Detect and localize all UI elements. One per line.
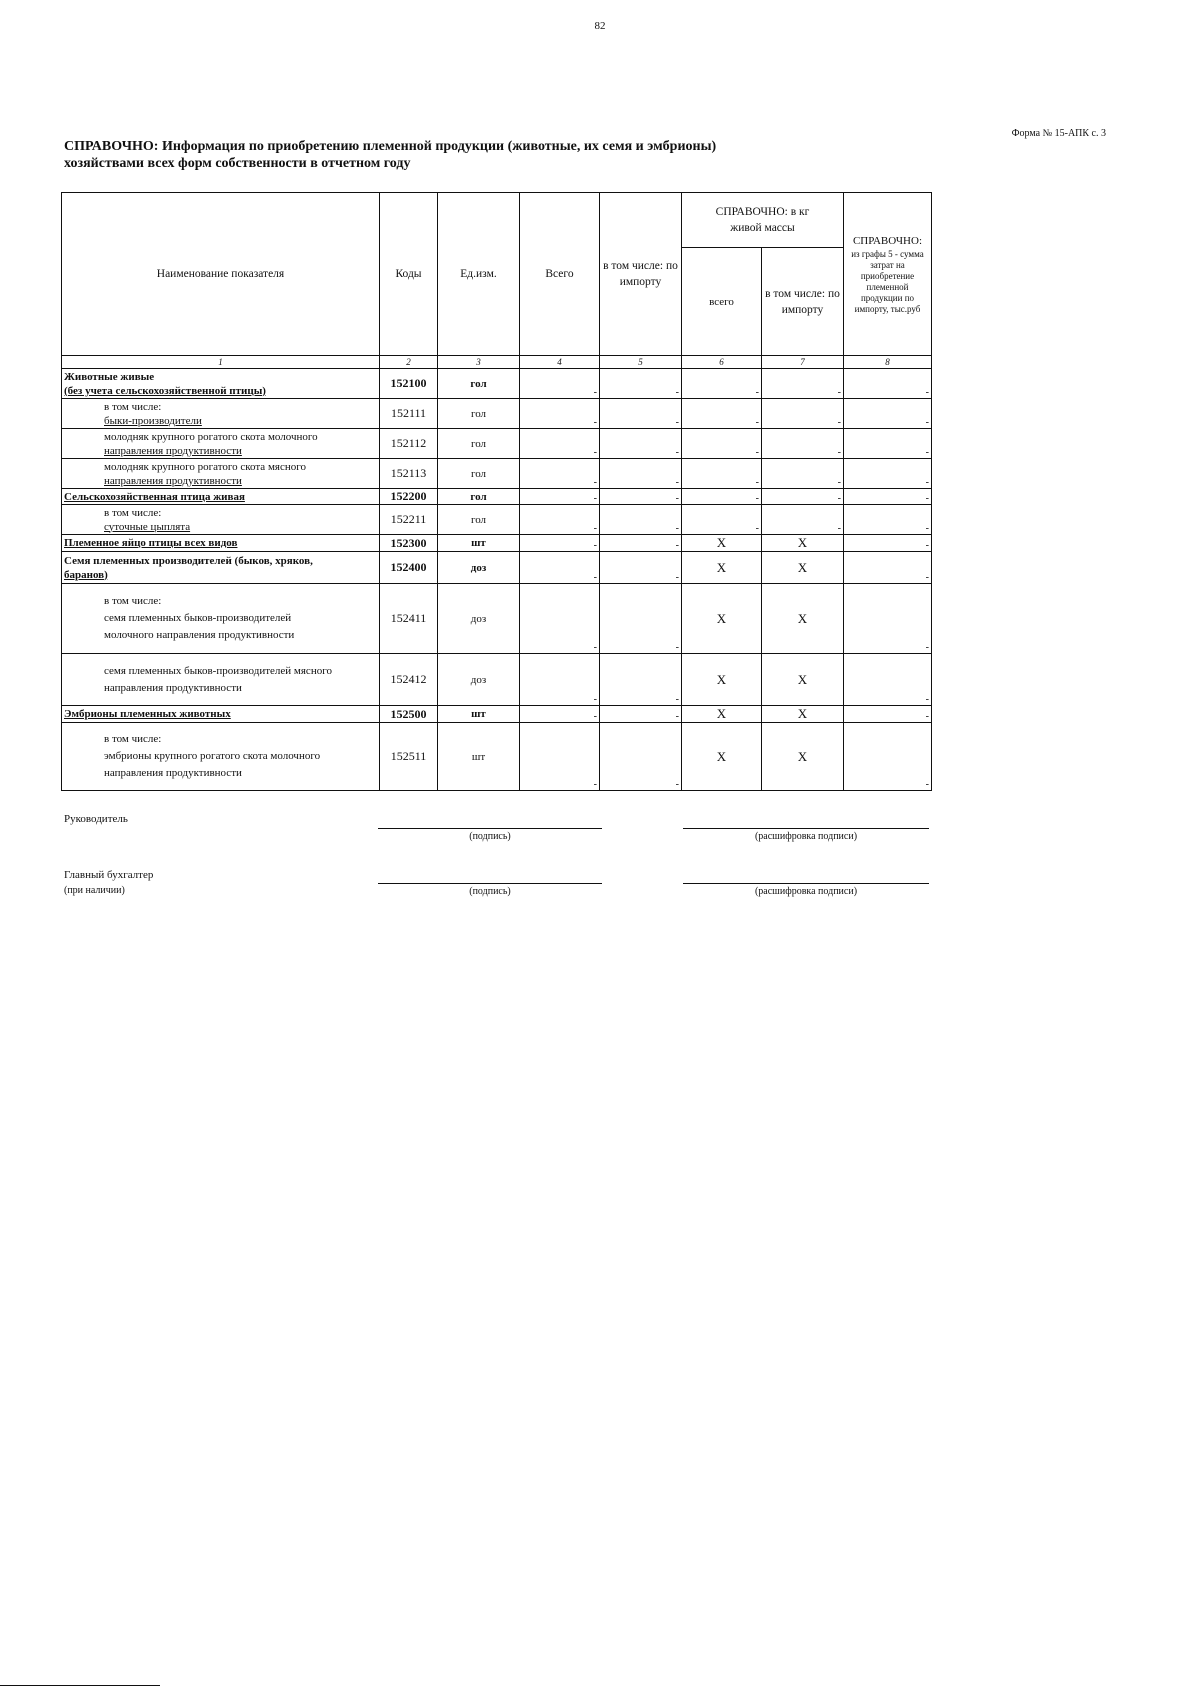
- row-code: 152111: [380, 399, 438, 429]
- value-cell: -: [520, 654, 600, 706]
- row-name: [62, 369, 380, 399]
- row-name-line: направления продуктивности: [104, 474, 242, 487]
- value-cell: -: [844, 552, 932, 584]
- header-unit: Ед.изм.: [438, 193, 520, 356]
- x-mark-cell: X: [682, 552, 762, 584]
- bottom-rule: [0, 1685, 160, 1686]
- document-title: [64, 138, 716, 172]
- row-unit: гол: [438, 489, 520, 505]
- row-name-line: быки-производители: [104, 414, 202, 427]
- col-number: 7: [762, 356, 844, 369]
- header-live-import: в том числе: по импорту: [762, 248, 844, 356]
- table-row: [62, 505, 932, 535]
- value-cell: -: [844, 429, 932, 459]
- table-row: [62, 459, 932, 489]
- table-row: [62, 552, 932, 584]
- row-name: [62, 399, 380, 429]
- row-code: 152412: [380, 654, 438, 706]
- x-mark-cell: X: [682, 706, 762, 723]
- value-cell: -: [600, 459, 682, 489]
- x-mark-cell: X: [682, 654, 762, 706]
- header-costs-title: СПРАВОЧНО:: [852, 234, 923, 247]
- x-mark-cell: X: [682, 584, 762, 654]
- header-codes: Коды: [380, 193, 438, 356]
- head-signature-caption: (подпись): [469, 831, 511, 842]
- table-row: [62, 489, 932, 505]
- row-unit: гол: [438, 505, 520, 535]
- accountant-label: Главный бухгалтер: [64, 869, 154, 881]
- x-mark-cell: X: [762, 552, 844, 584]
- title-line-1: СПРАВОЧНО: Информация по приобретению племенной продукции (животные, их семя и эмбрионы): [64, 139, 717, 154]
- value-cell: -: [600, 552, 682, 584]
- table-row: [62, 654, 932, 706]
- value-cell: -: [600, 584, 682, 654]
- value-cell: -: [520, 429, 600, 459]
- value-cell: -: [600, 706, 682, 723]
- value-cell: -: [600, 535, 682, 552]
- head-decoding-caption: (расшифровка подписи): [754, 831, 858, 842]
- header-import: в том числе: по импорту: [600, 193, 682, 356]
- value-cell: -: [600, 505, 682, 535]
- value-cell: -: [600, 369, 682, 399]
- row-name-line: в том числе:: [104, 595, 162, 607]
- x-mark-cell: X: [682, 535, 762, 552]
- x-mark-cell: X: [762, 535, 844, 552]
- value-cell: -: [844, 535, 932, 552]
- value-cell: -: [682, 399, 762, 429]
- value-cell: -: [844, 369, 932, 399]
- value-cell: -: [520, 459, 600, 489]
- value-cell: -: [762, 429, 844, 459]
- value-cell: -: [600, 399, 682, 429]
- value-cell: -: [520, 489, 600, 505]
- value-cell: -: [844, 399, 932, 429]
- value-cell: -: [844, 459, 932, 489]
- accountant-decoding-line: [683, 883, 929, 884]
- x-mark-cell: X: [682, 723, 762, 791]
- row-name-line: суточные цыплята: [104, 520, 191, 533]
- col-number: 5: [600, 356, 682, 369]
- row-unit: доз: [438, 584, 520, 654]
- value-cell: -: [762, 369, 844, 399]
- header-live-weight-group: СПРАВОЧНО: в кг живой массы: [682, 193, 844, 248]
- accountant-signature-line: [378, 883, 602, 884]
- row-name-line: в том числе:: [104, 400, 162, 413]
- value-cell: -: [844, 489, 932, 505]
- row-code: 152511: [380, 723, 438, 791]
- value-cell: -: [600, 489, 682, 505]
- row-name: [62, 654, 380, 706]
- col-number: 8: [844, 356, 932, 369]
- row-code: 152211: [380, 505, 438, 535]
- row-unit: гол: [438, 369, 520, 399]
- value-cell: -: [762, 459, 844, 489]
- x-mark-cell: X: [762, 706, 844, 723]
- header-row-1: [62, 193, 932, 248]
- row-unit: гол: [438, 459, 520, 489]
- value-cell: -: [520, 369, 600, 399]
- row-name-line: эмбрионы крупного рогатого скота молочного: [104, 750, 321, 762]
- value-cell: -: [520, 399, 600, 429]
- row-unit: доз: [438, 552, 520, 584]
- header-name: Наименование показателя: [62, 193, 380, 356]
- page-number: 82: [594, 20, 606, 32]
- header-costs-text: из графы 5 - сумма затрат на приобретение племенной продукции по импорту, тыс.руб: [851, 248, 924, 314]
- accountant-decoding-caption: (расшифровка подписи): [754, 886, 858, 897]
- accountant-signature-caption: (подпись): [469, 886, 511, 897]
- column-numbers-row: [62, 356, 932, 369]
- row-name-line: баранов): [64, 568, 108, 581]
- head-label: Руководитель: [64, 813, 128, 825]
- value-cell: -: [520, 535, 600, 552]
- col-number: 2: [380, 356, 438, 369]
- row-name: [62, 535, 380, 552]
- row-name: [62, 459, 380, 489]
- value-cell: -: [762, 505, 844, 535]
- x-mark-cell: X: [762, 654, 844, 706]
- row-name-line: молочного направления продуктивности: [104, 629, 295, 641]
- row-name-line: (без учета сельскохозяйственной птицы): [64, 384, 266, 397]
- header-total: Всего: [520, 193, 600, 356]
- value-cell: -: [520, 552, 600, 584]
- row-name-line: направления продуктивности: [104, 681, 242, 694]
- row-name: [62, 505, 380, 535]
- row-name: [62, 552, 380, 584]
- value-cell: -: [520, 584, 600, 654]
- row-name-line: Животные живые: [64, 370, 155, 383]
- accountant-note: (при наличии): [64, 885, 125, 896]
- row-name-line: направления продуктивности: [104, 767, 242, 779]
- value-cell: -: [844, 505, 932, 535]
- head-decoding-line: [683, 828, 929, 829]
- row-unit: гол: [438, 429, 520, 459]
- col-number: 4: [520, 356, 600, 369]
- row-name: [62, 723, 380, 791]
- row-name: [62, 489, 380, 505]
- col-number: 1: [62, 356, 380, 369]
- value-cell: -: [762, 399, 844, 429]
- value-cell: -: [600, 723, 682, 791]
- row-code: 152400: [380, 552, 438, 584]
- row-unit: гол: [438, 399, 520, 429]
- table-row: [62, 369, 932, 399]
- header-live-total: всего: [682, 248, 762, 356]
- value-cell: -: [520, 706, 600, 723]
- value-cell: -: [682, 505, 762, 535]
- value-cell: -: [600, 429, 682, 459]
- row-unit: доз: [438, 654, 520, 706]
- x-mark-cell: X: [762, 723, 844, 791]
- value-cell: -: [600, 654, 682, 706]
- form-number: Форма № 15-АПК с. 3: [1011, 128, 1106, 139]
- row-name-line: направления продуктивности: [104, 444, 242, 457]
- row-unit: шт: [438, 535, 520, 552]
- row-code: 152100: [380, 369, 438, 399]
- value-cell: -: [682, 459, 762, 489]
- title-line-2: хозяйствами всех форм собственности в отчетном году: [64, 156, 411, 171]
- value-cell: -: [844, 584, 932, 654]
- value-cell: -: [844, 723, 932, 791]
- acquisition-table: [61, 192, 932, 791]
- row-name-line: в том числе:: [104, 506, 162, 519]
- row-name-line: Сельскохозяйственная птица живая: [64, 490, 245, 503]
- row-code: 152300: [380, 535, 438, 552]
- row-unit: шт: [438, 723, 520, 791]
- value-cell: -: [682, 429, 762, 459]
- table-row: [62, 584, 932, 654]
- x-mark-cell: X: [762, 584, 844, 654]
- value-cell: -: [762, 489, 844, 505]
- row-name-line: Эмбрионы племенных животных: [64, 708, 231, 720]
- table-row: [62, 723, 932, 791]
- row-code: 152500: [380, 706, 438, 723]
- row-unit: шт: [438, 706, 520, 723]
- value-cell: -: [520, 505, 600, 535]
- row-name: [62, 429, 380, 459]
- row-code: 152411: [380, 584, 438, 654]
- row-name-line: в том числе:: [104, 733, 162, 745]
- row-name-line: молодняк крупного рогатого скота мясного: [104, 460, 306, 473]
- row-code: 152113: [380, 459, 438, 489]
- row-code: 152200: [380, 489, 438, 505]
- row-name-line: семя племенных быков-производителей: [104, 612, 292, 624]
- head-signature-line: [378, 828, 602, 829]
- table-row: [62, 535, 932, 552]
- col-number: 6: [682, 356, 762, 369]
- header-costs: [844, 193, 932, 356]
- row-name-line: семя племенных быков-производителей мясного: [104, 664, 332, 677]
- table-row: [62, 706, 932, 723]
- row-name-line: Племенное яйцо птицы всех видов: [64, 537, 238, 549]
- row-name: [62, 584, 380, 654]
- value-cell: -: [682, 369, 762, 399]
- col-number: 3: [438, 356, 520, 369]
- value-cell: -: [844, 706, 932, 723]
- row-name-line: Семя племенных производителей (быков, хряков,: [64, 554, 313, 567]
- value-cell: -: [520, 723, 600, 791]
- value-cell: -: [844, 654, 932, 706]
- row-name-line: молодняк крупного рогатого скота молочного: [104, 430, 318, 443]
- row-name: [62, 706, 380, 723]
- row-code: 152112: [380, 429, 438, 459]
- table-row: [62, 429, 932, 459]
- table-row: [62, 399, 932, 429]
- value-cell: -: [682, 489, 762, 505]
